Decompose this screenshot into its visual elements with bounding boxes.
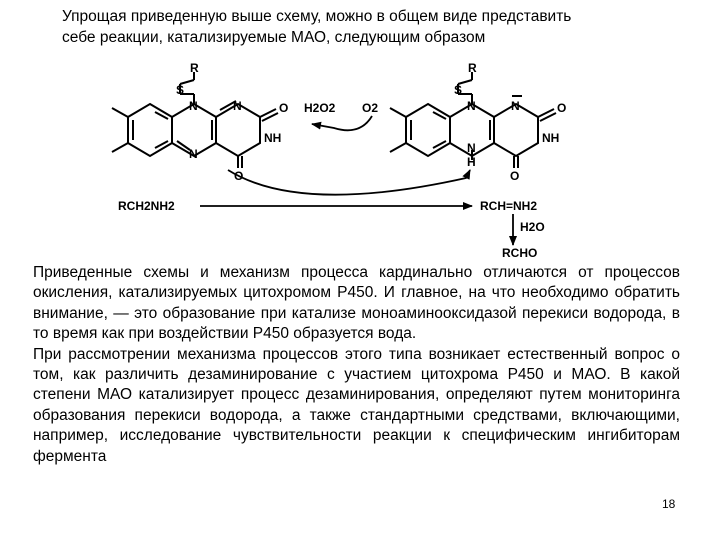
h-label: H bbox=[467, 155, 476, 169]
body-text bbox=[33, 263, 680, 467]
n-label: N bbox=[233, 99, 242, 113]
n-label: N bbox=[467, 99, 476, 113]
imine-label: RCH=NH2 bbox=[480, 199, 538, 213]
nh-label: NH bbox=[264, 131, 282, 145]
nh-label: NH bbox=[542, 131, 560, 145]
h2o2-label: H2O2 bbox=[304, 101, 336, 115]
paragraph: Приведенные схемы и механизм процесса кардинально отличаются от процессов окисления, катализируемых цитохромом Р450. И главное, на что необходимо обратить внимание, — это образование при катализе моноаминооксидазой перекиси водорода, в то время как при воздействии Р450 образуется вода. bbox=[33, 264, 680, 343]
n-label: N bbox=[189, 147, 198, 161]
page-number: 18 bbox=[662, 497, 676, 511]
r-label: R bbox=[190, 61, 199, 75]
s-label: S bbox=[176, 83, 185, 97]
o-label: O bbox=[279, 101, 289, 115]
paragraph: При рассмотрении механизма процессов этого типа возникает естественный вопрос о том, как различить дезаминирование с участием цитохрома Р450 и МАО. В какой степени МАО катализирует процесс дезаминирования, определяют путем мониторинга образования перекиси водорода, а также стандартными средствами, включающими, например, исследование чувствительности реакции к специфическим ингибиторам фермента bbox=[33, 345, 680, 465]
n-label: N bbox=[467, 141, 476, 155]
intro-line-2: себе реакции, катализируемые МАО, следующим образом bbox=[62, 29, 486, 46]
n-label: N bbox=[189, 99, 198, 113]
reoxidation-arrow bbox=[312, 116, 372, 130]
r-label: R bbox=[468, 61, 477, 75]
s-label: S bbox=[454, 83, 463, 97]
o-label: O bbox=[557, 101, 567, 115]
reduction-arrow bbox=[228, 170, 470, 195]
substrate-label: RCH2NH2 bbox=[118, 199, 175, 213]
intro-line-1: Упрощая приведенную выше схему, можно в общем виде представить bbox=[62, 8, 572, 25]
o-label: O bbox=[234, 169, 244, 183]
h2o-label: H2O bbox=[520, 220, 545, 234]
n-label: N bbox=[511, 99, 520, 113]
o2-label: O2 bbox=[362, 101, 379, 115]
product-label: RCHO bbox=[502, 246, 538, 260]
o-label: O bbox=[510, 169, 520, 183]
mao-reaction-scheme bbox=[0, 0, 720, 265]
